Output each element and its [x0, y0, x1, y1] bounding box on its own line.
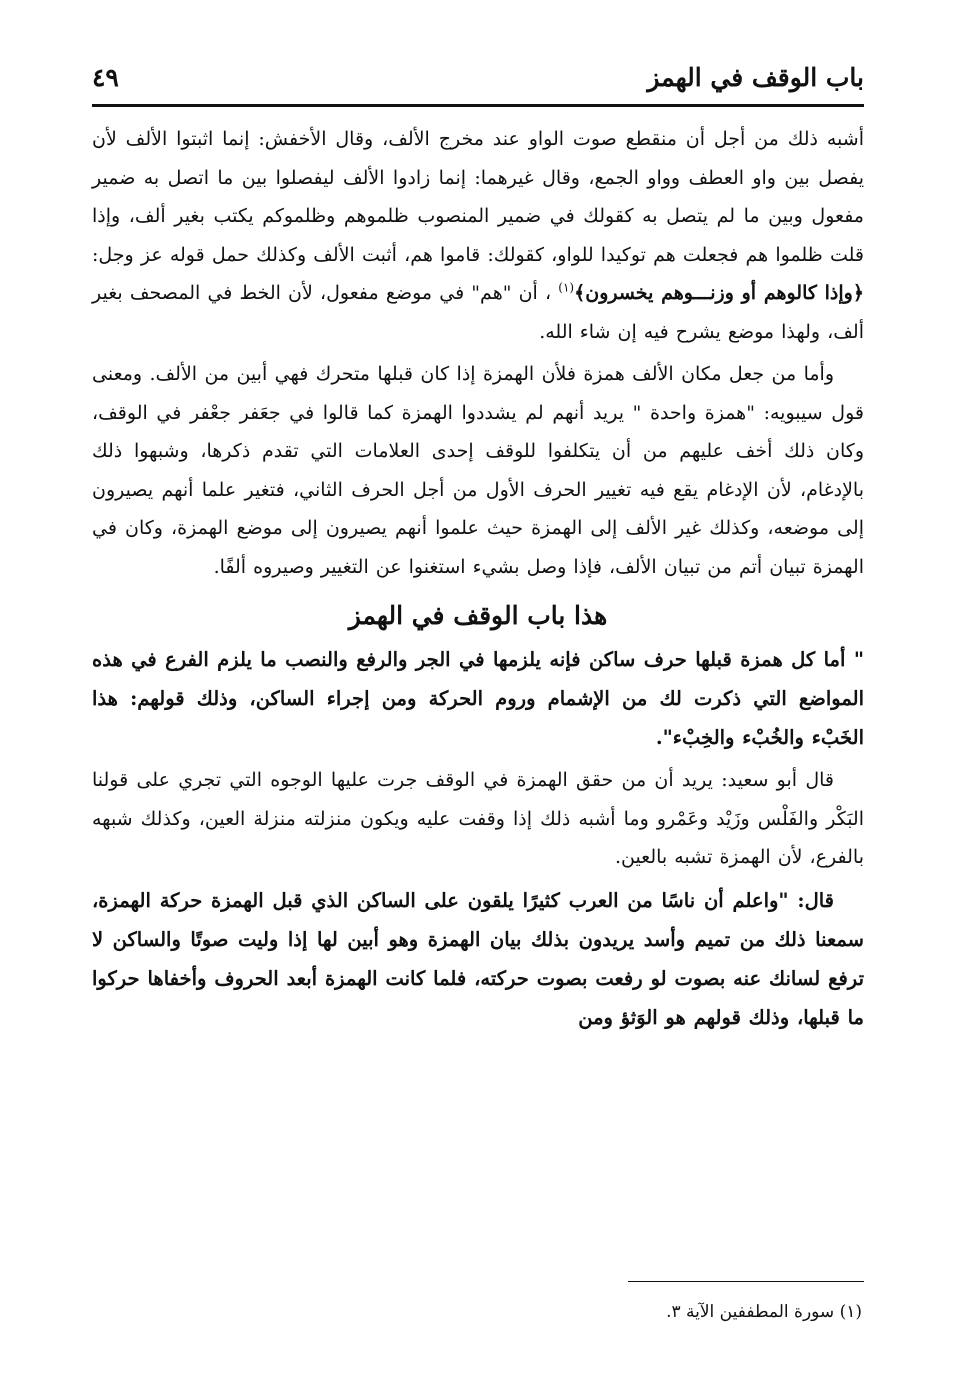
- footnote-rule: [628, 1281, 864, 1282]
- paragraph-1-text-b: ، أن "هم" في موضع مفعول، لأن الخط في المصحف بغير ألف، ولهذا موضع يشرح فيه إن شاء الله.: [92, 282, 864, 343]
- header-title: باب الوقف في الهمز: [647, 62, 864, 92]
- sibawayh-quote-1: " أما كل همزة قبلها حرف ساكن فإنه يلزمها في الجر والرفع والنصب ما يلزم الفرع في هذه المواضع التي ذكرت لك من الإشمام وروم الحركة ومن إجراء الساكن، وذلك قولهم: هذا الخَبْء والخُبْء والخِبْء".: [92, 648, 864, 749]
- page-number: ٤٩: [92, 62, 119, 92]
- sibawayh-quote-2: قال: "واعلم أن ناسًا من العرب كثيرًا يلقون على الساكن الذي قبل الهمزة حركة الهمزة، سمعنا ذلك من تميم وأسد يريدون بذلك بيان الهمزة وهو أبين لها إذا وليت صوتًا والساكن لا ترفع لسانك عنه بصوت لو رفعت بصوت حركته، فلما كانت الهمزة أبعد الحروف وأخفاها حركوا ما قبلها، وذلك قولهم هو الوَثؤ ومن: [92, 888, 864, 1029]
- quran-quote: ﴿وإذا كالوهم أو وزنـــوهم يخسرون﴾: [574, 282, 864, 304]
- paragraph-1: [92, 120, 864, 351]
- paragraph-2: وأما من جعل مكان الألف همزة فلأن الهمزة إذا كان قبلها متحرك فهي أبين من الألف. ومعنى قول سيبويه: "همزة واحدة " يريد أنهم لم يشددوا الهمزة كما قالوا في جعَفر جعْفر في الوقف، وكان ذلك أخف عليهم من أن يتكلفوا للوقف إحدى العلامات التي تقدم ذكرها، وشبهوا ذلك بالإدغام، لأن الإدغام يقع فيه تغيير الحرف الأول من أجل الحرف الثاني، فتغير علما أنهم يصيرون إلى موضعه، وكذلك غير الألف إلى الهمزة حيث علموا أنهم يصيرون إلى موضع الهمزة، وكان في الهمزة تبيان أتم من تبيان الألف، فإذا وصل بشيء استغنوا عن التغيير وصيروه ألفًا.: [92, 363, 864, 578]
- running-header: [92, 52, 864, 102]
- section-heading: هذا باب الوقف في الهمز: [348, 601, 608, 630]
- paragraph-1-text-a: أشبه ذلك من أجل أن منقطع صوت الواو عند مخرج الألف، وقال الأخفش: إنما اثبتوا الألف لأن يفصل بين واو العطف وواو الجمع، وقال غيرهما: إنما زادوا الألف ليفصلوا بين ما اتصل به ضمير مفعول وبين ما لم يتصل به كقولك في ضمير المنصوب ظلموهم وظلموكم يكتب بغير ألف، وإذا قلت ظلموا هم فجعلت هم توكيدا للواو، كقولك: قاموا هم، أثبت الألف وكذلك حمل قوله عز وجل:: [92, 128, 864, 266]
- main-text: [92, 120, 864, 1037]
- paragraph-commentary: قال أبو سعيد: يريد أن من حقق الهمزة في الوقف جرت عليها الوجوه التي تجري على قولنا البَكْر والفَلْس وزَيْد وعَمْرو وما أشبه ذلك إذا وقفت عليه ويكون منزلته منزلة العين، وكذلك شبهه بالفرع، لأن الهمزة تشبه بالعين.: [92, 769, 864, 868]
- header-rule: [92, 104, 864, 107]
- footnote-reference: (١): [558, 280, 575, 295]
- footnote: (١) سورة المطففين الآية ٣.: [666, 1302, 862, 1322]
